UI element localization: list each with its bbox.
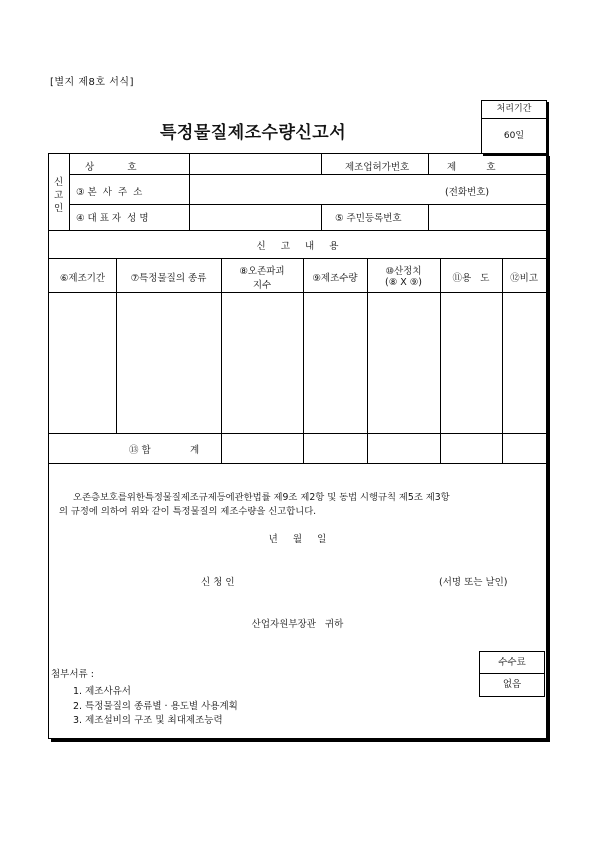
sign-or-seal-label: (서명 또는 날인) (439, 577, 508, 588)
applicant-signature-label: 신 청 인 (201, 577, 235, 588)
report-contents-title: 신 고 내 용 (256, 241, 339, 252)
attachment-item-3: 3. 제조설비의 구조 및 최대제조능력 (73, 715, 223, 726)
col-remarks: ⑫비고 (510, 273, 538, 284)
processing-period-label: 처리기간 (482, 101, 546, 119)
col-manufacturing-period: ⑥제조기간 (59, 273, 106, 284)
processing-period-value: 60일 (503, 131, 525, 141)
attachment-item-2: 2. 특정물질의 종류별 · 용도별 사용계획 (73, 701, 238, 712)
date-line: 년 월 일 (268, 534, 327, 545)
recipient-line: 산업자원부장관 귀하 (251, 619, 344, 630)
representative-name-label: ④ 대 표 자 성 명 (76, 213, 149, 224)
col-calculated-2: (⑧ X ⑨) (385, 277, 422, 288)
col-quantity: ⑨제조수량 (312, 273, 358, 284)
applicant-label-2: 고 (54, 190, 64, 201)
col-ozone-depletion-1: ⑧오존파괴 (239, 266, 285, 277)
head-office-address-label: ③ 본 사 주 소 (76, 187, 143, 198)
applicant-label-3: 인 (54, 203, 64, 214)
col-substance-type: ⑦특정물질의 종류 (130, 273, 207, 284)
attachment-item-1: 1. 제조사유서 (73, 686, 131, 697)
fee-box (479, 651, 545, 697)
company-name-label: 상 호 (85, 162, 137, 173)
form-reference: [별지 제8호 서식] (50, 77, 134, 88)
license-number-label: 제조업허가번호 (345, 162, 410, 173)
total-label: ⑬ 합 계 (129, 445, 200, 456)
fee-label: 수수료 (480, 652, 544, 674)
fee-value: 없음 (502, 679, 522, 690)
col-ozone-depletion-2: 지수 (252, 280, 272, 291)
license-no-format: 제 호 (447, 162, 496, 173)
resident-number-label: ⑤ 주민등록번호 (335, 213, 402, 224)
declaration-line-1: 오존층보호를위한특정물질제조규제등에관한법률 제9조 제2항 및 동법 시행규칙 제5조 제3항 (73, 492, 450, 503)
processing-period-box (481, 100, 547, 154)
phone-number-label: (전화번호) (445, 187, 490, 198)
col-usage: ⑪용 도 (452, 273, 490, 284)
report-form (48, 153, 547, 739)
document-title: 특정물질제조수량신고서 (160, 123, 347, 143)
attachments-title: 첨부서류 : (51, 669, 94, 680)
applicant-label-1: 신 (54, 177, 64, 188)
declaration-line-2: 의 규정에 의하여 위와 같이 특정물질의 제조수량을 신고합니다. (59, 506, 317, 517)
col-calculated-1: ⑩산정치 (385, 266, 422, 277)
